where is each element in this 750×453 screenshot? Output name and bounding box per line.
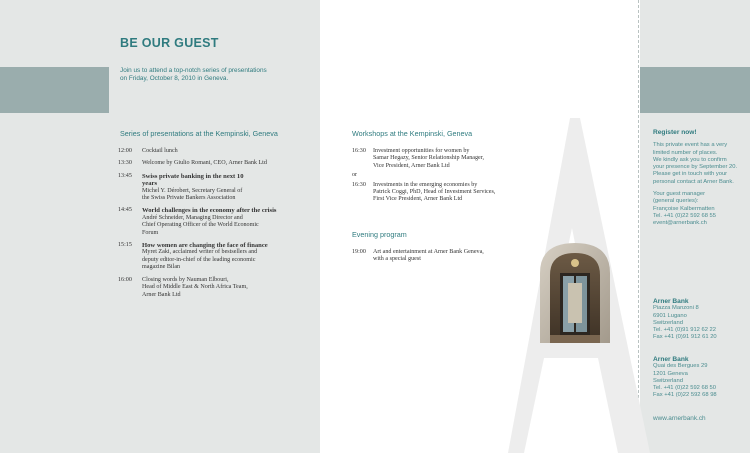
manager-line: Your guest manager [653, 191, 705, 198]
page-title: BE OUR GUEST [120, 36, 219, 50]
website-link[interactable]: www.arnerbank.ch [653, 415, 706, 422]
address-line: 6901 Lugano [653, 312, 687, 319]
item-text: magazine Bilan [142, 264, 181, 271]
presentations-list [118, 148, 308, 304]
item-time: 15:15 [118, 242, 132, 249]
item-text: deputy editor-in-chief of the leading economic [142, 256, 256, 263]
register-line: your presence by September 20. [653, 164, 738, 171]
address-line: Piazza Manzoni 8 [653, 305, 699, 312]
register-line: limited number of places. [653, 149, 718, 156]
address-line: Fax +41 (0)22 592 68 98 [653, 392, 717, 399]
item-text: the Swiss Private Bankers Association [142, 195, 236, 202]
item-text: Art and entertainment at Arner Bank Geneva, [373, 249, 484, 255]
register-line: We kindly ask you to confirm [653, 156, 727, 163]
item-text: Michel Y. Dérobert, Secretary General of [142, 187, 243, 194]
item-text: with a special guest [373, 256, 421, 263]
address-line: 1201 Geneva [653, 370, 688, 377]
item-time: 16:30 [352, 181, 366, 188]
list-item [118, 148, 308, 155]
address-line: Quai des Bergues 29 [653, 363, 708, 370]
item-text: Samar Hegazy, Senior Relationship Manager, [373, 155, 485, 162]
item-text: Arner Bank Ltd [142, 291, 181, 298]
or-label: or [352, 172, 358, 179]
item-text: Myret Zaki, acclaimed writer of bestsellers and [142, 249, 258, 256]
manager-line: (general queries): [653, 198, 699, 205]
address-line: Switzerland [653, 377, 683, 384]
item-time: 19:00 [352, 249, 366, 255]
item-time: 16:00 [118, 276, 132, 283]
list-item [118, 173, 308, 203]
item-time: 13:30 [118, 160, 132, 167]
workshops-heading: Workshops at the Kempinski, Geneva [352, 129, 473, 138]
item-title: How women are changing the face of finance [142, 242, 268, 250]
register-line: Please get in touch with your [653, 171, 728, 178]
item-text: Investment opportunities for women by [373, 148, 470, 154]
item-text: Forum [142, 229, 159, 236]
doorway-photo [540, 243, 610, 343]
item-text: Cocktail lunch [142, 148, 178, 154]
intro-line: on Friday, October 8, 2010 in Geneva. [120, 75, 229, 83]
address-line: Fax +41 (0)91 912 61 20 [653, 334, 717, 341]
list-item [352, 182, 522, 204]
manager-email: event@arnerbank.ch [653, 220, 707, 227]
list-item [118, 242, 308, 272]
item-text: André Schneider, Managing Director and [142, 214, 243, 221]
address-line: Tel. +41 (0)22 592 68 50 [653, 385, 717, 392]
manager-phone: Tel. +41 (0)22 592 68 55 [653, 212, 717, 219]
evening-program [352, 249, 522, 264]
item-text: Investments in the emerging economies by [373, 181, 478, 188]
item-time: 16:30 [352, 148, 366, 154]
item-time: 12:00 [118, 148, 132, 154]
item-text: Welcome by Giulio Romani, CEO, Arner Bank Ltd [142, 160, 267, 167]
list-item [352, 148, 522, 170]
geneva-heading: Arner Bank [653, 356, 689, 363]
list-item [352, 249, 522, 264]
item-time: 14:45 [118, 207, 132, 214]
register-line: This private event has a very [653, 142, 728, 149]
address-line: Switzerland [653, 319, 683, 326]
address-line: Tel. +41 (0)91 912 62 22 [653, 327, 717, 334]
register-line: personal contact at Arner Bank. [653, 178, 734, 185]
lugano-heading: Arner Bank [653, 298, 689, 305]
item-text: First Vice President, Arner Bank Ltd [373, 196, 463, 203]
item-text: Closing words by Nauman Elbouri, [142, 276, 229, 283]
item-title: World challenges in the economy after the crisis [142, 207, 277, 215]
presentations-heading: Series of presentations at the Kempinski, Geneva [120, 129, 278, 138]
register-section [653, 129, 747, 228]
workshops-list [352, 148, 522, 204]
item-text: Patrick Coggi, PhD, Head of Investment Services, [373, 189, 496, 196]
decorative-band-left [0, 67, 109, 113]
geneva-address [653, 356, 747, 400]
decorative-band-right [640, 67, 750, 113]
item-text: Head of Middle East & North Africa Team, [142, 284, 248, 291]
item-time: 13:45 [118, 172, 132, 179]
list-item [118, 277, 308, 299]
item-text: Chief Operating Officer of the World Economic [142, 222, 259, 229]
evening-heading: Evening program [352, 230, 407, 239]
item-text: Vice President, Arner Bank Ltd [373, 162, 450, 169]
list-item [118, 207, 308, 237]
list-item [118, 160, 308, 167]
intro-text [120, 67, 310, 84]
register-heading: Register now! [653, 129, 697, 136]
intro-line: Join us to attend a top-notch series of presentations [120, 67, 267, 74]
lugano-address [653, 298, 747, 342]
manager-line: Françoise Kalbermatten [653, 205, 715, 212]
item-title: Swiss private banking in the next 10 years [142, 172, 244, 188]
